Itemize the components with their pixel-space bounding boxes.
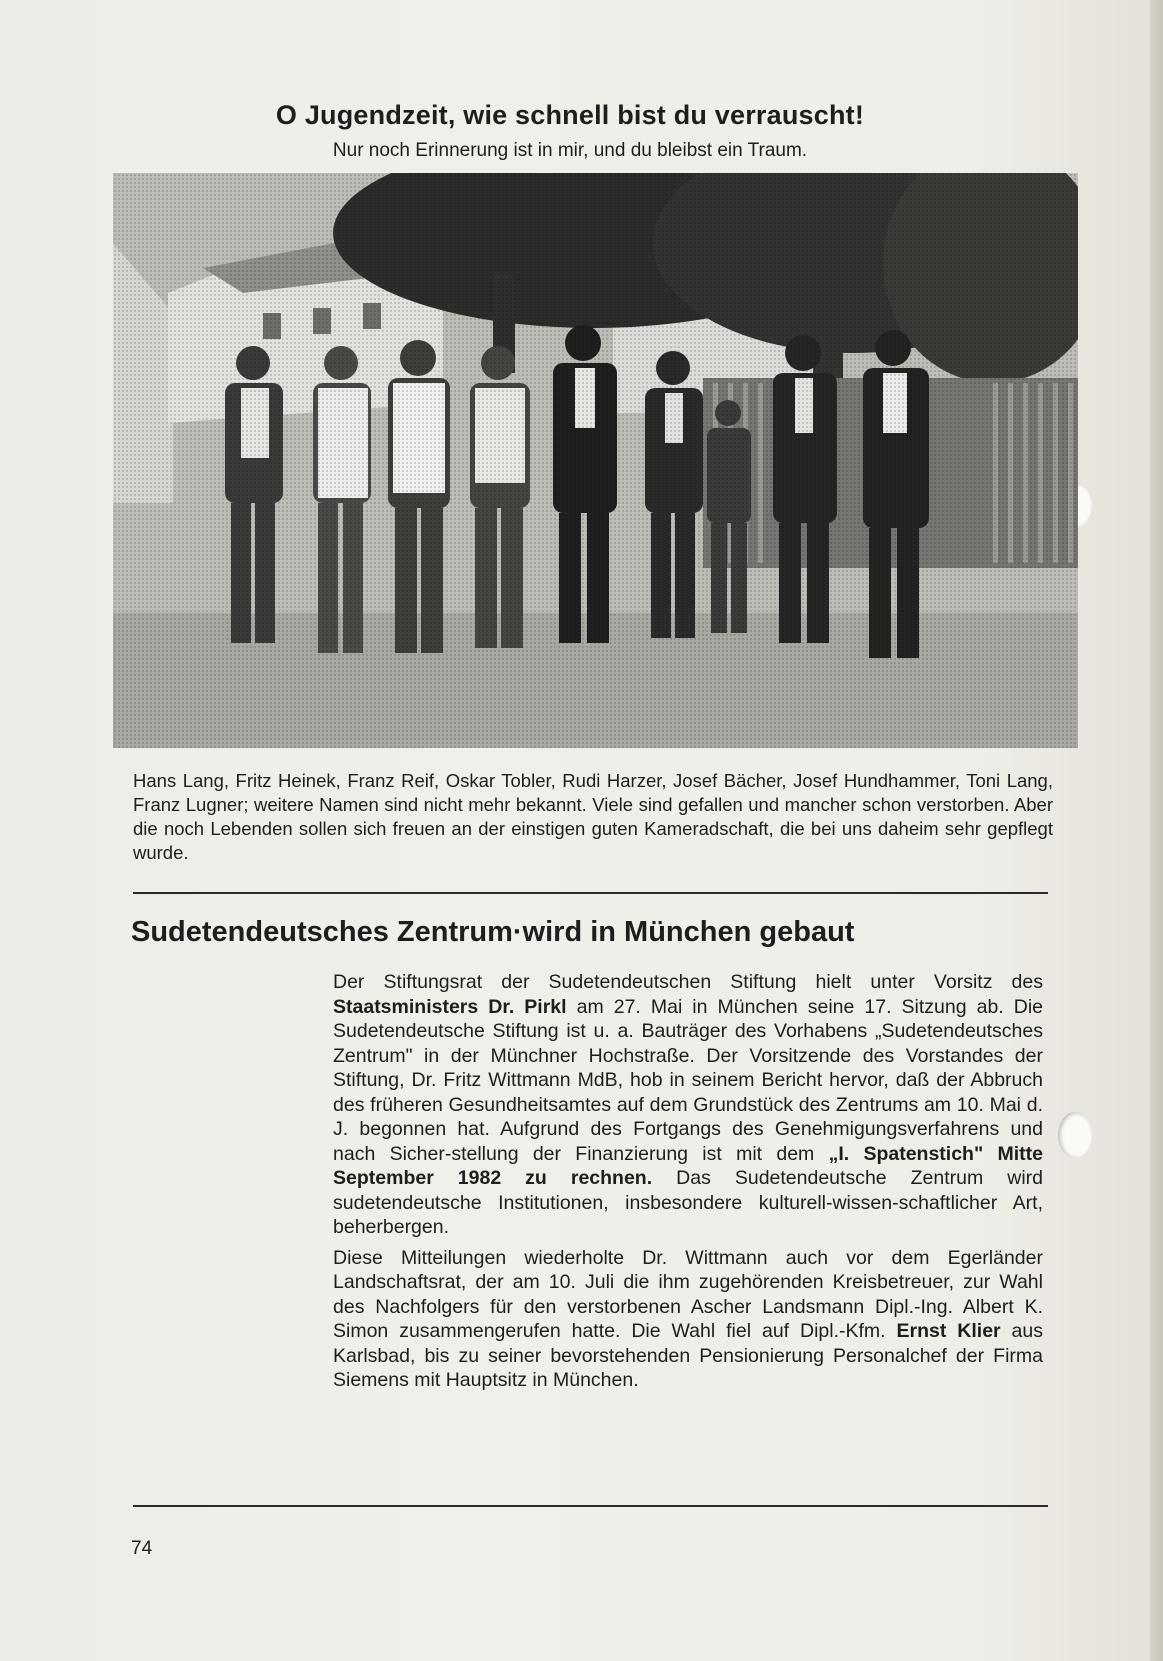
bold-text: Ernst Klier <box>896 1320 1001 1342</box>
article-paragraph <box>333 970 1043 1240</box>
group-photo <box>113 173 1078 748</box>
bold-text: „I. Spatenstich" Mitte September 1982 zu rechnen. <box>333 1142 1043 1189</box>
bold-text: Staatsministers Dr. Pirkl <box>333 995 567 1018</box>
article-paragraph <box>333 1246 1043 1393</box>
page-edge <box>1150 0 1163 1661</box>
group-photo-icon <box>113 173 1078 748</box>
text-run: aus Karlsbad, bis zu seiner bevorstehenden Pensionierung Personalchef der Firma Siemens mit Hauptsitz in München. <box>333 1320 1043 1391</box>
divider <box>133 892 1048 894</box>
page-title: O Jugendzeit, wie schnell bist du verrauscht! <box>275 100 865 130</box>
text-run: Der Stiftungsrat der Sudetendeutschen Stiftung hielt unter Vorsitz des <box>333 971 1043 993</box>
photo-caption: Hans Lang, Fritz Heinek, Franz Reif, Oskar Tobler, Rudi Harzer, Josef Bächer, Josef Hundhammer, Toni Lang, Franz Lugner; weitere Namen sind nicht mehr bekannt. Viele sind gefallen und mancher schon verstorben. Aber die noch Lebenden sollen sich freuen an der einstigen guten Kameradschaft, die bei uns daheim sehr gepflegt wurde. <box>133 770 1053 863</box>
text-run: am 27. Mai in München seine 17. Sitzung ab. Die Sudetendeutsche Stiftung ist u. a. Bauträger des Vorhabens „Sudetendeutsches Zentrum" in der Münchner Hochstraße. Der Vorsitzende des Vorstandes der Stiftung, Dr. Fritz Wittmann MdB, hob in seinem Bericht hervor, daß der Abbruch des früheren Gesundheitsamtes auf dem Grundstück des Zentrums am 10. Mai d. J. begonnen hat. Aufgrund des Fortgangs des Genehmigungsverfahrens und nach Sicher-stellung der Finanzierung ist mit dem <box>333 995 1043 1165</box>
article-title: Sudetendeutsches Zentrum·wird in München gebaut <box>131 916 855 948</box>
page-number: 74 <box>131 1538 153 1559</box>
text-run: Das Sudetendeutsche Zentrum wird sudetendeutsche Institutionen, insbesondere kulturell-wissen-schaftlicher Art, beherbergen. <box>333 1167 1044 1238</box>
punch-hole-icon <box>1058 1112 1092 1158</box>
article-body <box>333 970 1043 1399</box>
page-subtitle: Nur noch Erinnerung ist in mir, und du bleibst ein Traum. <box>332 140 808 161</box>
text-run: Diese Mitteilungen wiederholte Dr. Wittmann auch vor dem Egerländer Landschaftsrat, der am 10. Juli die ihm zugehörenden Kreisbetreuer, zur Wahl des Nachfolgers für den verstorbenen Ascher Landsmann Dipl.-Ing. Albert K. Simon zusammengerufen hatte. Die Wahl fiel auf Dipl.-Kfm. <box>333 1246 1043 1342</box>
divider <box>133 1505 1048 1507</box>
